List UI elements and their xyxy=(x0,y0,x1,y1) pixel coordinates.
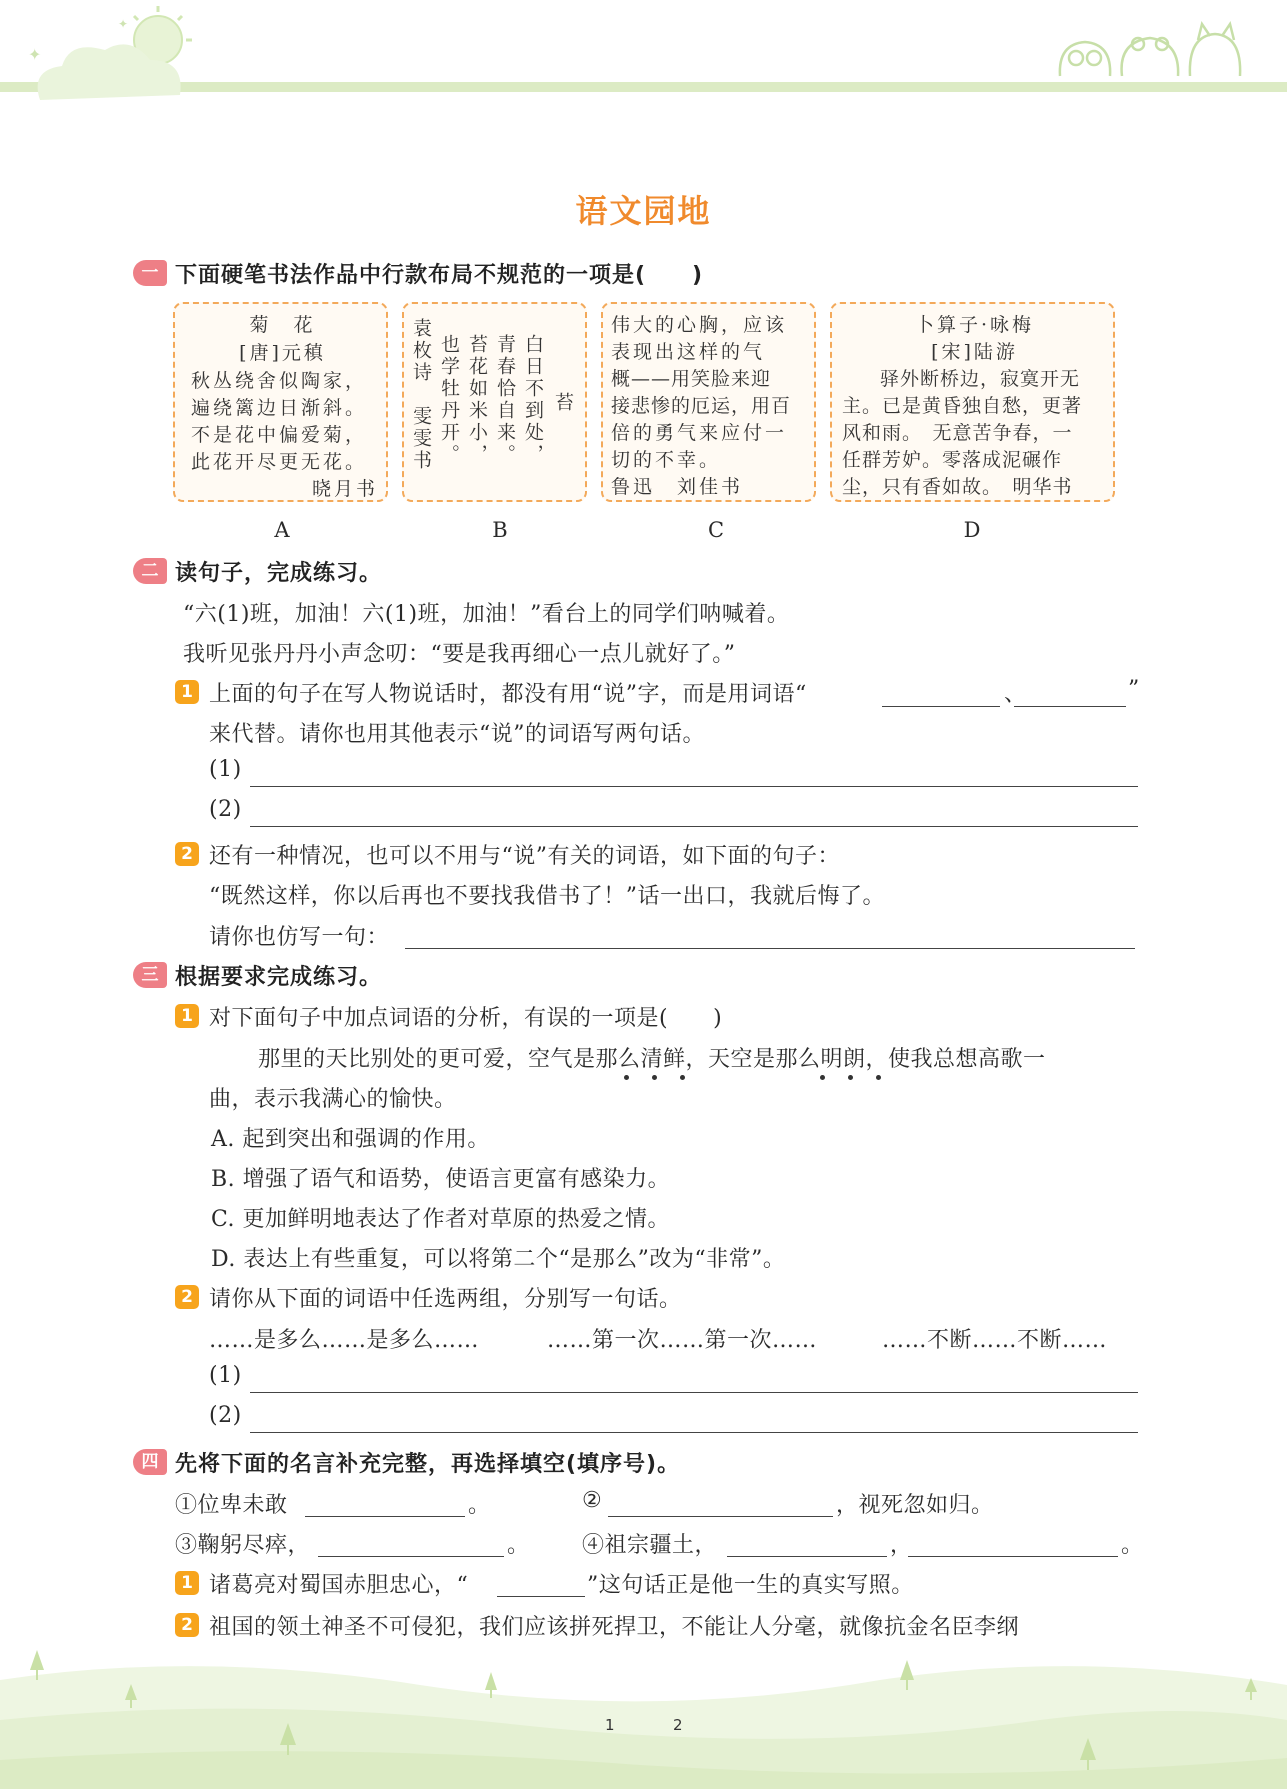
question-text: 还有一种情况，也可以不用与“说”有关的词语，如下面的句子： xyxy=(209,844,840,869)
page-number-right: 2 xyxy=(673,1716,683,1734)
answer-blank[interactable] xyxy=(908,1556,1118,1557)
quoted-sentence: 曲，表示我满心的愉快。 xyxy=(209,1087,457,1112)
emphasis-dot xyxy=(680,1075,685,1080)
line-label: (2) xyxy=(209,1403,242,1428)
word-group: ……是多么……是多么…… xyxy=(209,1328,480,1353)
card-line: 卜算子·咏梅 xyxy=(914,314,1035,336)
card-line: 切的不幸。 xyxy=(611,449,722,471)
maxim-2-end: ，视死忽如归。 xyxy=(836,1493,994,1518)
emphasis-dot xyxy=(876,1075,881,1080)
calligraphy-card-d xyxy=(830,302,1115,502)
card-line: 倍的勇气来应付一 xyxy=(611,422,788,444)
section-badge: 四 xyxy=(133,1449,167,1475)
option-label-d[interactable]: D xyxy=(963,518,981,542)
card-column: 青春恰自来。 xyxy=(494,334,516,466)
emphasis-dot xyxy=(820,1075,825,1080)
punct: 。 xyxy=(1121,1533,1144,1558)
answer-blank[interactable] xyxy=(1014,706,1126,707)
section-title: 先将下面的名言补充完整，再选择填空(填序号)。 xyxy=(175,1452,681,1477)
section-title: 下面硬笔书法作品中行款布局不规范的一项是( ) xyxy=(175,263,704,288)
card-line: 接悲惨的厄运，用百 xyxy=(611,395,792,417)
word-group: ……第一次……第一次…… xyxy=(547,1328,818,1353)
question-number: 2 xyxy=(175,842,199,866)
answer-blank[interactable] xyxy=(318,1556,504,1557)
option-label-c[interactable]: C xyxy=(707,518,725,542)
question-text: 对下面句子中加点词语的分析，有误的一项是( ) xyxy=(209,1006,723,1031)
answer-line[interactable] xyxy=(405,948,1135,949)
answer-blank[interactable] xyxy=(497,1596,585,1597)
question-text: 请你也仿写一句： xyxy=(209,925,390,950)
separator: 、 xyxy=(1004,682,1027,707)
line-label: (1) xyxy=(209,757,242,782)
landscape-decoration xyxy=(0,1640,1287,1789)
card-line: 驿外断桥边，寂寞开无 xyxy=(880,368,1081,390)
card-signature: 鲁迅 刘佳书 xyxy=(611,476,744,498)
card-signature: 袁枚诗 雯雯书 xyxy=(410,318,432,472)
svg-text:✦: ✦ xyxy=(118,17,129,31)
emphasis-dot xyxy=(624,1075,629,1080)
answer-line[interactable] xyxy=(250,826,1138,827)
emphasis-dot xyxy=(848,1075,853,1080)
page-title: 语文园地 xyxy=(575,192,712,230)
card-column: 苔 xyxy=(552,392,574,414)
card-line: 秋丛绕舍似陶家， xyxy=(191,370,368,392)
question-text: 请你从下面的词语中任选两组，分别写一句话。 xyxy=(209,1287,682,1312)
punct: ， xyxy=(890,1533,913,1558)
question-number: 1 xyxy=(175,680,199,704)
answer-line[interactable] xyxy=(250,1432,1138,1433)
card-signature: 晓月书 xyxy=(311,478,378,500)
question-text: 诸葛亮对蜀国赤胆忠心，“ xyxy=(209,1573,469,1598)
option-b[interactable]: B. 增强了语气和语势，使语言更富有感染力。 xyxy=(211,1167,671,1192)
answer-blank[interactable] xyxy=(727,1556,887,1557)
card-line: 菊 花 xyxy=(249,314,316,336)
option-c[interactable]: C. 更加鲜明地表达了作者对草原的热爱之情。 xyxy=(211,1207,671,1232)
line-label: (2) xyxy=(209,797,242,822)
card-line: 遍绕篱边日渐斜。 xyxy=(191,397,368,419)
section-badge: 二 xyxy=(133,558,167,584)
card-line: 此花开尽更无花。 xyxy=(191,451,368,473)
svg-text:✦: ✦ xyxy=(28,45,42,64)
calligraphy-card-a xyxy=(173,302,388,502)
close-quote: ” xyxy=(1128,677,1140,702)
card-column: 白日不到处， xyxy=(522,334,544,466)
option-label-a[interactable]: A xyxy=(274,518,290,542)
question-text: ”这句话正是他一生的真实写照。 xyxy=(587,1573,914,1598)
maxim-1: ①位卑未敢 xyxy=(175,1493,288,1518)
answer-line[interactable] xyxy=(250,786,1138,787)
card-line: 任群芳妒。零落成泥碾作 xyxy=(842,449,1063,471)
answer-blank[interactable] xyxy=(608,1516,833,1517)
emphasis-dot xyxy=(652,1075,657,1080)
section-title: 读句子，完成练习。 xyxy=(175,561,383,586)
option-a[interactable]: A. 起到突出和强调的作用。 xyxy=(211,1127,490,1152)
maxim-4: ④祖宗疆土， xyxy=(582,1533,718,1558)
card-line: 尘，只有香如故。 明华书 xyxy=(842,476,1073,498)
question-number: 2 xyxy=(175,1613,199,1637)
card-line: 表现出这样的气 xyxy=(611,341,766,363)
section-badge: 三 xyxy=(133,962,167,988)
card-line: 伟大的心胸，应该 xyxy=(611,314,788,336)
card-column: 也学牡丹开。 xyxy=(438,334,460,466)
answer-line[interactable] xyxy=(250,1392,1138,1393)
card-line: 概——用笑脸来迎 xyxy=(611,368,772,390)
card-line: 主。已是黄昏独自愁，更著 xyxy=(842,395,1083,417)
question-text: 祖国的领土神圣不可侵犯，我们应该拼死捍卫，不能让人分毫，就像抗金名臣李纲 xyxy=(209,1615,1020,1640)
question-text: 上面的句子在写人物说话时，都没有用“说”字，而是用词语“ xyxy=(209,682,807,707)
example-sentence: “既然这样，你以后再也不要找我借书了！”话一出口，我就后悔了。 xyxy=(209,884,885,909)
answer-blank[interactable] xyxy=(305,1516,465,1517)
word-group: ……不断……不断…… xyxy=(882,1328,1108,1353)
page-number-left: 1 xyxy=(605,1716,615,1734)
punct: 。 xyxy=(507,1533,530,1558)
calligraphy-card-b xyxy=(402,302,587,502)
maxim-2: ② xyxy=(582,1488,603,1513)
calligraphy-card-c xyxy=(601,302,816,502)
quoted-sentence: 那里的天比别处的更可爱，空气是那么清鲜，天空是那么明朗，使我总想高歌一 xyxy=(258,1047,1046,1072)
card-line: 不是花中偏爱菊， xyxy=(191,424,368,446)
maxim-3: ③鞠躬尽瘁， xyxy=(175,1533,311,1558)
paragraph: “六(1)班，加油！六(1)班，加油！”看台上的同学们呐喊着。 xyxy=(183,602,790,627)
section-title: 根据要求完成练习。 xyxy=(175,965,383,990)
question-number: 1 xyxy=(175,1004,199,1028)
option-label-b[interactable]: B xyxy=(492,518,508,542)
card-column: 苔花如米小， xyxy=(466,334,488,466)
question-number: 1 xyxy=(175,1571,199,1595)
card-line: 风和雨。 无意苦争春，一 xyxy=(842,422,1073,444)
paragraph: 我听见张丹丹小声念叨：“要是我再细心一点儿就好了。” xyxy=(183,642,736,667)
animal-faces-decoration xyxy=(1050,14,1250,84)
card-line: [宋]陆游 xyxy=(931,341,1018,363)
punct: 。 xyxy=(468,1493,491,1518)
section-badge: 一 xyxy=(133,260,167,286)
question-number: 2 xyxy=(175,1285,199,1309)
option-d[interactable]: D. 表达上有些重复，可以将第二个“是那么”改为“非常”。 xyxy=(211,1247,786,1272)
line-label: (1) xyxy=(209,1363,242,1388)
card-line: [唐]元稹 xyxy=(239,342,326,364)
answer-blank[interactable] xyxy=(882,706,1000,707)
sun-cloud-decoration xyxy=(0,0,260,110)
question-text: 来代替。请你也用其他表示“说”的词语写两句话。 xyxy=(209,722,705,747)
